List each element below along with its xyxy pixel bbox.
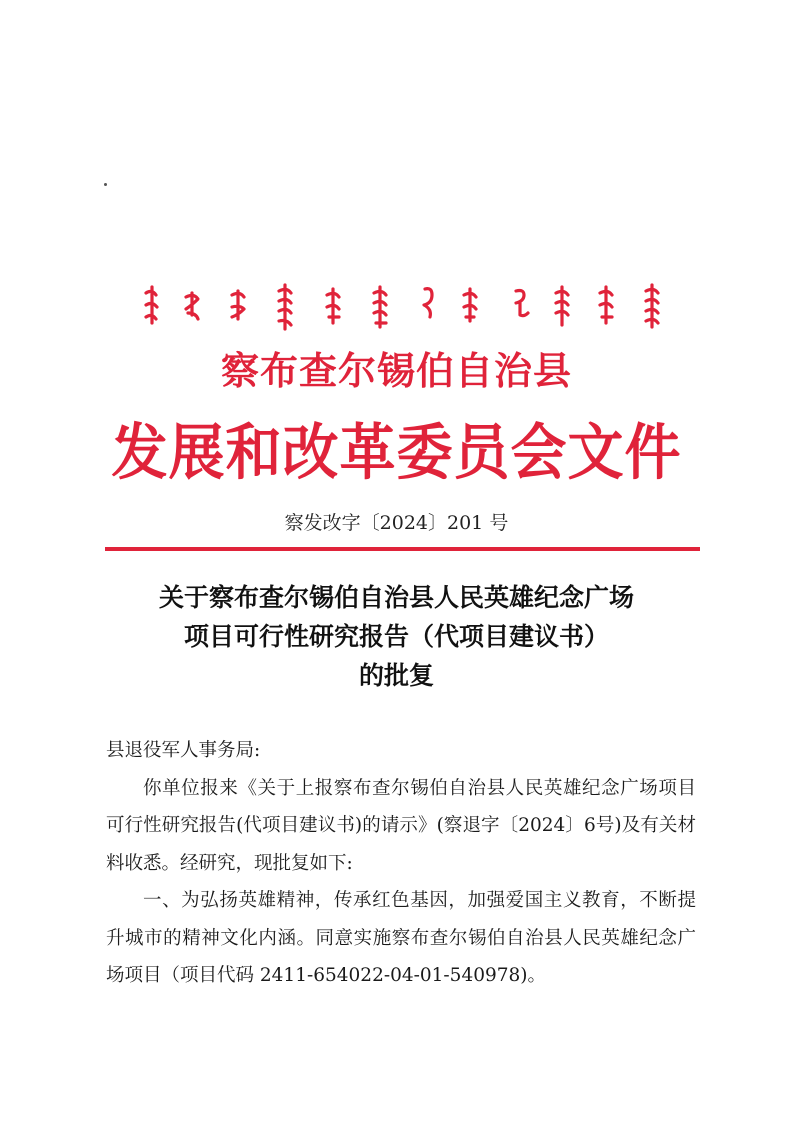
document-body bbox=[106, 732, 696, 995]
body-paragraph-2: 一、为弘扬英雄精神，传承红色基因，加强爱国主义教育，不断提升城市的精神文化内涵。同意实施察布查尔锡伯自治县人民英雄纪念广场项目（项目代码 2411-654022-04-01-540978)。 bbox=[106, 890, 696, 986]
red-divider-line bbox=[105, 547, 700, 551]
mongolian-script-header bbox=[140, 283, 670, 333]
document-number: 察发改字〔2024〕201 号 bbox=[284, 512, 509, 534]
issuer-department-title: 发展和改革委员会文件 bbox=[111, 416, 682, 488]
title-line-1: 关于察布查尔锡伯自治县人民英雄纪念广场 bbox=[158, 583, 634, 612]
mongolian-script-glyphs bbox=[140, 283, 670, 333]
addressee: 县退役军人事务局: bbox=[106, 740, 261, 761]
body-paragraph-1: 你单位报来《关于上报察布查尔锡伯自治县人民英雄纪念广场项目可行性研究报告(代项目建议书)的请示》(察退字〔2024〕6号)及有关材料收悉。经研究，现批复如下: bbox=[106, 777, 696, 874]
issuer-county-name: 察布查尔锡伯自治县 bbox=[220, 348, 572, 393]
document-title bbox=[0, 578, 793, 695]
scan-speck bbox=[104, 183, 107, 186]
title-line-3: 的批复 bbox=[358, 661, 434, 690]
title-line-2: 项目可行性研究报告（代项目建议书） bbox=[183, 622, 609, 651]
